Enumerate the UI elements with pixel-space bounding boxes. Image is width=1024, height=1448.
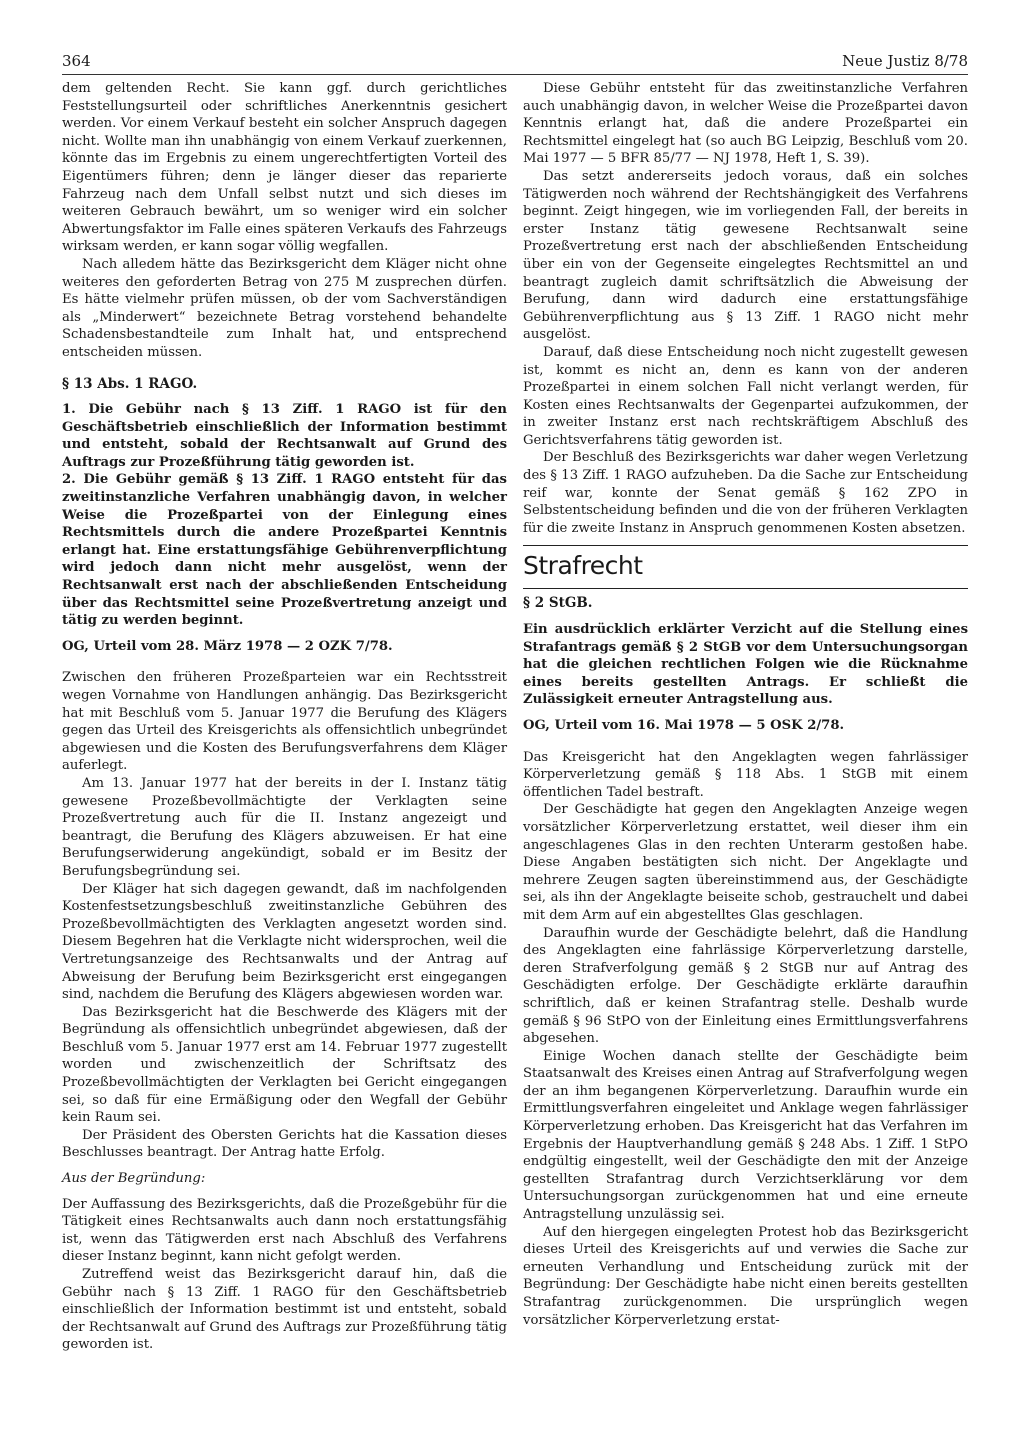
reasons-heading: Aus der Begründung:: [62, 1171, 206, 1187]
section-rule: [523, 545, 968, 546]
paragraph: dem geltenden Recht. Sie kann ggf. durch gerichtliches Feststellungsurteil oder schriftliches Anerkenntnis gesichert werden. Vor einem Verkauf besteht ein solcher Anspruch dagegen nicht. Wollte man ihn unabhängig von einem Verkauf zuerkennen, könnte das im Ergebnis zu einem ungerechtfertigten Vorteil des Eigentümers führen; denn je länger dieser das reparierte Fahrzeug nach dem Unfall selbst nutzt und sich dieses im weiteren Gebrauch bewährt, um so weniger wird ein solcher Abwertungsfaktor im Falle eines späteren Verkaufs des Fahrzeugs wirksam werden, er kann sogar völlig wegfallen.: [62, 81, 507, 255]
headnote-1: 1. Die Gebühr nach § 13 Ziff. 1 RAGO ist für den Geschäftsbetrieb einschließlich der Information bestimmt und entsteht, sobald der Rechtsanwalt auf Grund des Auftrags zur Prozeßführung tätig geworden ist.: [62, 402, 507, 470]
header-rule: [62, 74, 968, 75]
headnote-2: 2. Die Gebühr gemäß § 13 Ziff. 1 RAGO entsteht für das zweitinstanzliche Verfahren unabhängig davon, in welcher Weise die Prozeßpartei von der Einlegung eines Rechtsmittels durch die andere Prozeßpartei Kenntnis erlangt hat. Eine erstattungsfähige Gebührenverpflichtung wird jedoch dann nicht mehr ausgelöst, wenn der Rechtsanwalt erst nach der abschließenden Entscheidung über das Rechtsmittel seine Prozeßvertretung anzeigt und tätig zu werden beginnt.: [62, 472, 507, 629]
paragraph: Nach alledem hätte das Bezirksgericht dem Kläger nicht ohne weiteres den geforderten Betrag von 275 M zusprechen dürfen. Es hätte vielmehr prüfen müssen, ob der vom Sachverständigen als „Minderwert“ bezeichnete Betrag vorstehend behandelte Schadensbestandteile zum Inhalt hat, und entsprechend entscheiden müssen.: [62, 256, 507, 360]
paragraph: Diese Gebühr entsteht für das zweitinstanzliche Verfahren auch unabhängig davon, in welcher Weise die Prozeßpartei davon Kenntnis erlangt hat, daß die andere Prozeßpartei ein Rechtsmittel eingelegt hat (so auch BG Leipzig, Beschluß vom 20. Mai 1977 — 5 BFR 85/77 — NJ 1978, Heft 1, S. 39).: [523, 81, 968, 167]
paragraph: Das Bezirksgericht hat die Beschwerde des Klägers mit der Begründung als offensichtlich unbegründet abgewiesen, daß der Beschluß vom 5. Januar 1977 erst am 14. Februar 1977 zugestellt worden und zwischenzeitlich der Schriftsatz des Prozeßbevollmächtigten der Verklagten bei Gericht eingegangen sei, so daß für eine Ermäßigung oder den Wegfall der Gebühr kein Raum sei.: [62, 1004, 507, 1126]
paragraph: Das setzt andererseits jedoch voraus, daß ein solches Tätigwerden noch während der Rechtshängigkeit des Verfahrens beginnt. Zeigt hingegen, wie im vorliegenden Fall, der bereits in erster Instanz tätig gewesene Rechtsanwalt seine Prozeßvertretung erst nach der abschließenden Entscheidung über ein von der Gegenseite eingelegtes Rechtsmittel an und beantragt zugleich damit schriftsätzlich die Abweisung der Berufung, dann wird dadurch eine erstattungsfähige Gebührenverpflichtung aus § 13 Ziff. 1 RAGO nicht mehr ausgelöst.: [523, 168, 968, 343]
area-rule: [523, 588, 968, 589]
citation: OG, Urteil vom 28. März 1978 — 2 OZK 7/78.: [62, 638, 393, 654]
paragraph: Am 13. Januar 1977 hat der bereits in der I. Instanz tätig gewesene Prozeßbevollmächtigte der Verklagten seine Prozeßvertretung auch für die II. Instanz angezeigt und beantragt, die Berufung des Klägers abzuweisen. Er hat eine Berufungserwiderung angekündigt, sobald er im Besitz der Berufungsbegründung sei.: [62, 775, 507, 879]
paragraph: Der Kläger hat sich dagegen gewandt, daß im nachfolgenden Kostenfestsetzungsbeschluß zweitinstanzliche Gebühren des Prozeßbevollmächtigten des Verklagten angesetzt worden sind. Diesem Begehren hat die Verklagte nicht widersprochen, weil die Vertretungsanzeige des Rechtsanwalts und der Antrag auf Abweisung der Berufung beim Bezirksgericht erst eingegangen sind, nachdem die Berufung des Klägers abgewiesen worden war.: [62, 881, 507, 1003]
paragraph: Der Auffassung des Bezirksgerichts, daß die Prozeßgebühr für die Tätigkeit eines Rechtsanwalts auch dann noch erstattungsfähig ist, wenn das Tätigwerden erst nach Abschluß des Verfahrens dieser Instanz beginnt, kann nicht gefolgt werden.: [62, 1196, 507, 1265]
page-header: [62, 52, 968, 76]
citation: OG, Urteil vom 16. Mai 1978 — 5 OSK 2/78.: [523, 718, 845, 733]
right-column: [523, 80, 968, 1329]
paragraph: Daraufhin wurde der Geschädigte belehrt, daß die Handlung des Angeklagten eine fahrlässige Körperverletzung darstelle, deren Strafverfolgung gemäß § 2 StGB nur auf Antrag des Geschädigten erfolge. Der Geschädigte erklärte daraufhin schriftlich, daß er keinen Strafantrag stelle. Deshalb wurde gemäß § 96 StPO von der Einleitung eines Ermittlungsverfahrens abgesehen.: [523, 925, 968, 1047]
paragraph: Zutreffend weist das Bezirksgericht darauf hin, daß die Gebühr nach § 13 Ziff. 1 RAGO für den Geschäftsbetrieb einschließlich der Information bestimmt ist und entsteht, sobald der Rechtsanwalt auf Grund des Auftrags zur Prozeßführung tätig geworden ist.: [62, 1267, 507, 1353]
section-heading: § 13 Abs. 1 RAGO.: [62, 375, 198, 392]
paragraph: Zwischen den früheren Prozeßparteien war ein Rechtsstreit wegen Vornahme von Handlungen anhängig. Das Bezirksgericht hat mit Beschluß vom 5. Januar 1977 die Berufung des Klägers gegen das Urteil des Kreisgerichts als offensichtlich unbegründet abgewiesen und die Kosten des Berufungsverfahrens dem Kläger auferlegt.: [62, 670, 507, 774]
paragraph: Auf den hiergegen eingelegten Protest hob das Bezirksgericht dieses Urteil des Kreisgerichts auf und verwies die Sache zur erneuten Verhandlung und Entscheidung zurück mit der Begründung: Der Geschädigte habe nicht einen bereits gestellten Strafantrag zurückgenommen. Die ursprünglich wegen vorsätzlicher Körperverletzung erstat-: [523, 1224, 968, 1328]
section-heading: § 2 StGB.: [523, 595, 593, 612]
document-page: [62, 52, 968, 1422]
paragraph: Das Kreisgericht hat den Angeklagten wegen fahrlässiger Körperverletzung gemäß § 118 Abs. 1 StGB mit einem öffentlichen Tadel bestraft.: [523, 749, 968, 800]
paragraph: Der Beschluß des Bezirksgerichts war daher wegen Verletzung des § 13 Ziff. 1 RAGO aufzuheben. Da die Sache zur Entscheidung reif war, konnte der Senat gemäß § 162 ZPO in Selbstentscheidung befinden und die von der früheren Verklagten für die zweite Instanz in Anspruch genommenen Kosten absetzen.: [523, 450, 968, 536]
headnote: Ein ausdrücklich erklärter Verzicht auf die Stellung eines Strafantrags gemäß § 2 StGB vor dem Untersuchungsorgan hat die gleichen rechtlichen Folgen wie die Rücknahme eines bereits gestellten Antrags. Er schließt die Zulässigkeit erneuter Antragstellung aus.: [523, 622, 968, 708]
left-column: [62, 80, 507, 1354]
area-title: Strafrecht: [523, 551, 643, 581]
paragraph: Der Präsident des Obersten Gerichts hat die Kassation dieses Beschlusses beantragt. Der Antrag hatte Erfolg.: [62, 1127, 507, 1161]
journal-title: Neue Justiz 8/78: [842, 52, 968, 70]
paragraph: Einige Wochen danach stellte der Geschädigte beim Staatsanwalt des Kreises einen Antrag auf Strafverfolgung wegen der an ihm begangenen Körperverletzung. Daraufhin wurde ein Ermittlungsverfahren eingeleitet und Anklage wegen fahrlässiger Körperverletzung erhoben. Das Kreisgericht hat das Verfahren im Ergebnis der Hauptverhandlung gemäß § 248 Abs. 1 Ziff. 1 StPO endgültig eingestellt, weil der Geschädigte den mit der Anzeige gestellten Strafantrag durch Verzichtserklärung vor dem Untersuchungsorgan zurückgenommen hat und eine erneute Antragstellung unzulässig sei.: [523, 1048, 968, 1223]
page-number: 364: [62, 52, 91, 70]
paragraph: Darauf, daß diese Entscheidung noch nicht zugestellt gewesen ist, kommt es nicht an, denn es kann von der anderen Prozeßpartei in einem solchen Fall nicht verlangt werden, für Kosten eines Rechtsanwalts der Gegenpartei aufzukommen, der in zweiter Instanz erst nach rechtskräftigem Abschluß des Gerichtsverfahrens tätig geworden ist.: [523, 344, 968, 448]
paragraph: Der Geschädigte hat gegen den Angeklagten Anzeige wegen vorsätzlicher Körperverletzung erstattet, weil dieser ihm ein angeschlagenes Glas in den rechten Unterarm gestoßen habe. Diese Angaben bestätigten sich nicht. Der Angeklagte und mehrere Zeugen sagten übereinstimmend aus, der Geschädigte sei, als ihn der Angeklagte beiseite schob, gestrauchelt und dabei mit dem Arm auf ein abgestelltes Glas geschlagen.: [523, 802, 968, 923]
